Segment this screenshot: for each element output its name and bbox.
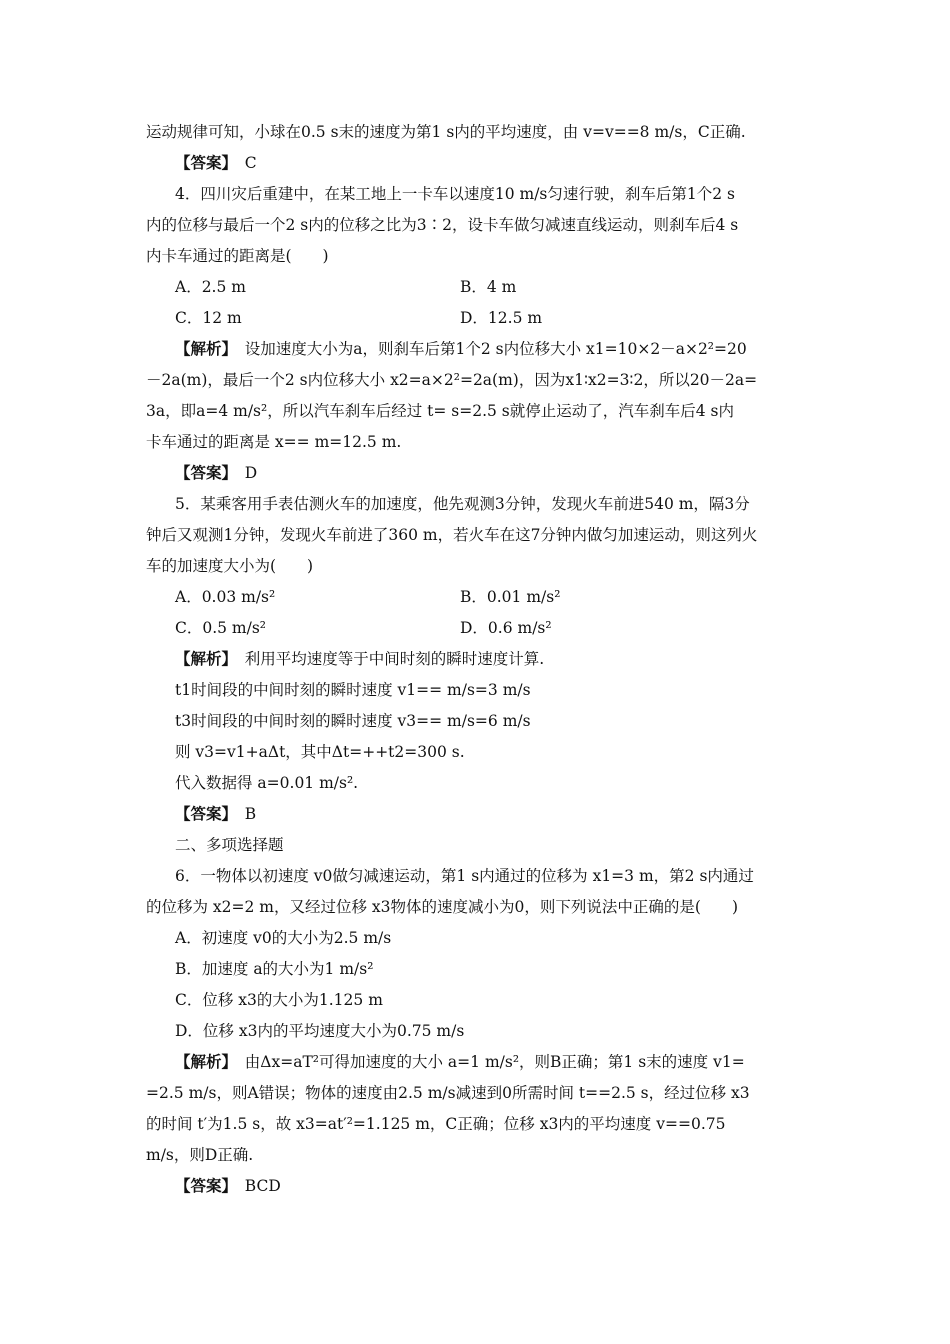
q3-explanation-line: 运动规律可知，小球在0.5 s末的速度为第1 s内的平均速度，由 v=v==8 m/s，C正确. — [146, 123, 746, 141]
q5-answer — [175, 803, 256, 825]
q3-answer — [175, 152, 257, 174]
q4-stem-line-1: 4．四川灾后重建中，在某工地上一卡车以速度10 m/s匀速行驶，刹车后第1个2 s — [175, 185, 735, 203]
q6-option-b: B．加速度 a的大小为1 m/s² — [175, 960, 374, 978]
answer-label: 【答案】 — [175, 804, 230, 823]
q6-answer — [175, 1175, 281, 1197]
q6-option-c: C．位移 x3的大小为1.125 m — [175, 991, 383, 1009]
q5-option-d: D．0.6 m/s² — [460, 619, 552, 637]
section-heading: 二、多项选择题 — [175, 836, 284, 854]
q5-stem-line-2: 钟后又观测1分钟，发现火车前进了360 m，若火车在这7分钟内做匀加速运动，则这列火 — [146, 526, 758, 544]
q4-stem-line-3: 内卡车通过的距离是( ) — [146, 247, 329, 265]
q5-stem-line-1: 5．某乘客用手表估测火车的加速度，他先观测3分钟，发现火车前进540 m，隔3分 — [175, 495, 750, 513]
q5-analysis-line-3: t3时间段的中间时刻的瞬时速度 v3== m/s=6 m/s — [175, 712, 531, 730]
q4-stem-line-2: 内的位移与最后一个2 s内的位移之比为3∶2，设卡车做匀减速直线运动，则刹车后4 s — [146, 216, 739, 234]
q4-option-d: D．12.5 m — [460, 309, 543, 327]
q5-option-a: A．0.03 m/s² — [175, 588, 276, 606]
q6-option-d: D．位移 x3内的平均速度大小为0.75 m/s — [175, 1022, 465, 1040]
answer-value: BCD — [244, 1177, 281, 1195]
analysis-text: 由Δx=aT²可得加速度的大小 a=1 m/s²，则B正确；第1 s末的速度 v1= — [244, 1053, 745, 1071]
q5-option-c: C．0.5 m/s² — [175, 619, 267, 637]
answer-value: D — [244, 464, 258, 482]
q6-analysis-line-3: 的时间 t′为1.5 s，故 x3=at′²=1.125 m，C正确；位移 x3内的平均速度 v==0.75 — [146, 1115, 726, 1133]
analysis-label: 【解析】 — [175, 1052, 230, 1071]
q6-analysis-line-2: =2.5 m/s，则A错误；物体的速度由2.5 m/s减速到0所需时间 t==2.5 s，经过位移 x3 — [146, 1084, 750, 1102]
q5-analysis-line-5: 代入数据得 a=0.01 m/s². — [175, 774, 359, 792]
q4-option-b: B．4 m — [460, 278, 517, 296]
q5-option-b: B．0.01 m/s² — [460, 588, 561, 606]
q6-analysis-line-1 — [175, 1051, 745, 1073]
analysis-text: 利用平均速度等于中间时刻的瞬时速度计算. — [244, 650, 545, 668]
q5-analysis-line-2: t1时间段的中间时刻的瞬时速度 v1== m/s=3 m/s — [175, 681, 531, 699]
answer-label: 【答案】 — [175, 153, 230, 172]
q6-analysis-line-4: m/s，则D正确. — [146, 1146, 254, 1164]
q5-analysis-line-4: 则 v3=v1+aΔt，其中Δt=++t2=300 s. — [175, 743, 465, 761]
q4-analysis-line-1 — [175, 338, 747, 360]
answer-value: B — [244, 805, 257, 823]
analysis-label: 【解析】 — [175, 649, 230, 668]
answer-label: 【答案】 — [175, 463, 230, 482]
q4-answer — [175, 462, 257, 484]
q6-stem-line-2: 的位移为 x2=2 m，又经过位移 x3物体的速度减小为0，则下列说法中正确的是( ) — [146, 898, 738, 916]
q4-analysis-line-2: －2a(m)，最后一个2 s内位移大小 x2=a×2²=2a(m)，因为x1∶x2=3∶2，所以20－2a= — [146, 371, 758, 389]
q5-stem-line-3: 车的加速度大小为( ) — [146, 557, 314, 575]
analysis-label: 【解析】 — [175, 339, 230, 358]
answer-label: 【答案】 — [175, 1176, 230, 1195]
analysis-text: 设加速度大小为a，则刹车后第1个2 s内位移大小 x1=10×2－a×2²=20 — [244, 340, 747, 358]
q4-analysis-line-3: 3a，即a=4 m/s²，所以汽车刹车后经过 t= s=2.5 s就停止运动了，汽车刹车后4 s内 — [146, 402, 734, 420]
answer-value: C — [244, 154, 257, 172]
q4-option-c: C．12 m — [175, 309, 242, 327]
q4-analysis-line-4: 卡车通过的距离是 x== m=12.5 m. — [146, 433, 402, 451]
q6-option-a: A．初速度 v0的大小为2.5 m/s — [175, 929, 392, 947]
q4-option-a: A．2.5 m — [175, 278, 246, 296]
q6-stem-line-1: 6．一物体以初速度 v0做匀减速运动，第1 s内通过的位移为 x1=3 m，第2 s内通过 — [175, 867, 754, 885]
q5-analysis-line-1 — [175, 648, 544, 670]
